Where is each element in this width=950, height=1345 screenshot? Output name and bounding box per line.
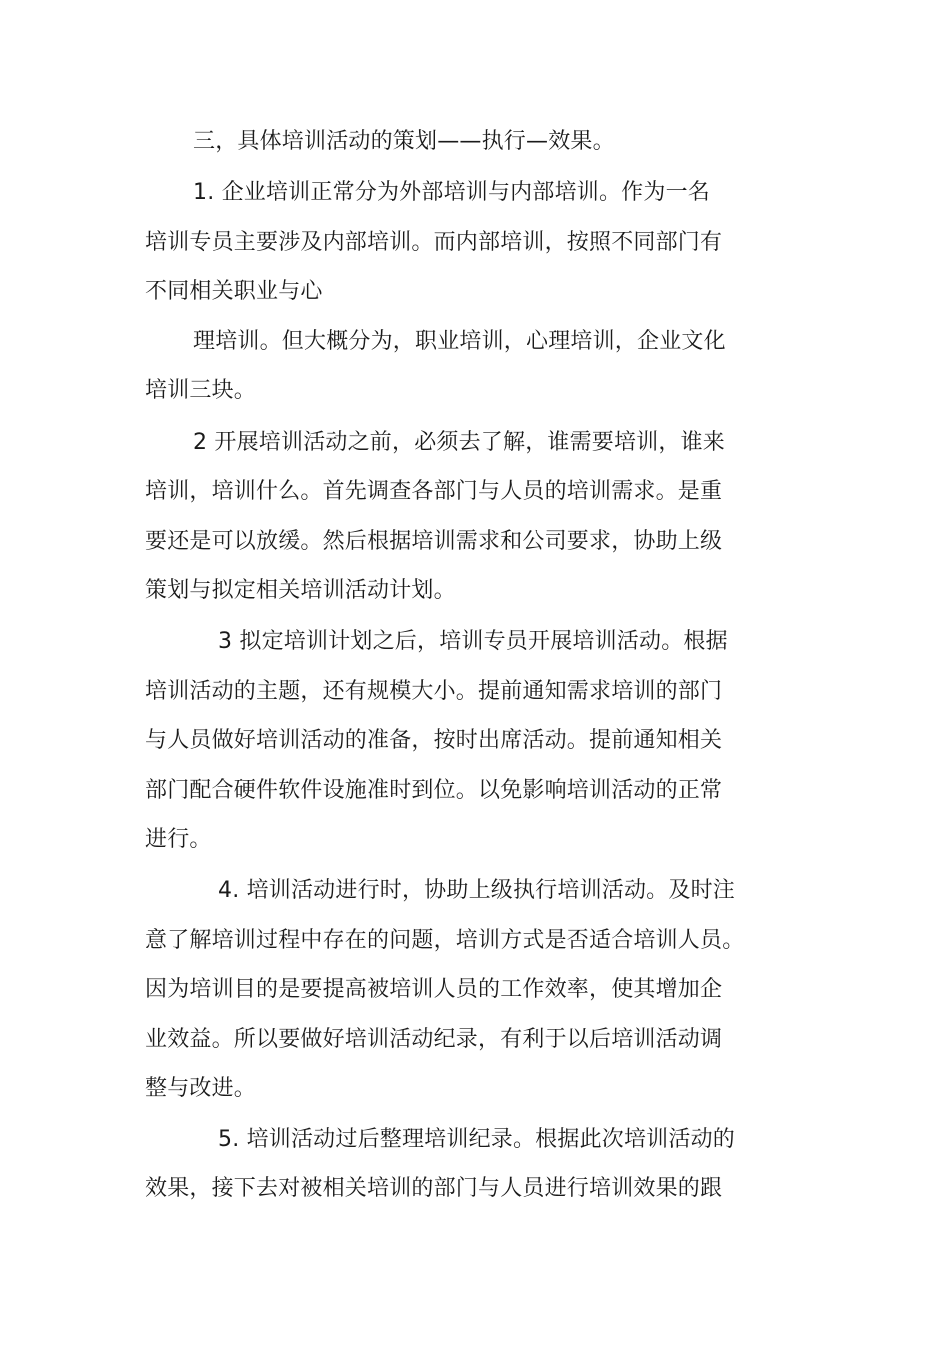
paragraph-line: 5. 培训活动过后整理培训纪录。根据此次培训活动的 [218, 1127, 735, 1152]
paragraph-line: 不同相关职业与心 [145, 279, 323, 304]
paragraph-line: 理培训。但大概分为，职业培训，心理培训，企业文化 [193, 329, 726, 354]
paragraph-line: 3 拟定培训计划之后，培训专员开展培训活动。根据 [218, 629, 728, 654]
paragraph-line: 培训，培训什么。首先调查各部门与人员的培训需求。是重 [145, 479, 723, 504]
paragraph-line: 4. 培训活动进行时，协助上级执行培训活动。及时注 [218, 878, 735, 903]
paragraph-line: 培训活动的主题，还有规模大小。提前通知需求培训的部门 [145, 679, 723, 704]
section-heading: 三，具体培训活动的策划——执行—效果。 [193, 129, 615, 154]
paragraph-line: 效果，接下去对被相关培训的部门与人员进行培训效果的跟 [145, 1176, 723, 1201]
paragraph-line: 与人员做好培训活动的准备，按时出席活动。提前通知相关 [145, 728, 723, 753]
paragraph-line: 业效益。所以要做好培训活动纪录，有利于以后培训活动调 [145, 1027, 723, 1052]
paragraph-line: 要还是可以放缓。然后根据培训需求和公司要求，协助上级 [145, 529, 723, 554]
paragraph-line: 培训专员主要涉及内部培训。而内部培训，按照不同部门有 [145, 230, 723, 255]
paragraph-line: 策划与拟定相关培训活动计划。 [145, 578, 456, 603]
paragraph-line: 整与改进。 [145, 1076, 257, 1101]
paragraph-line: 1. 企业培训正常分为外部培训与内部培训。作为一名 [193, 180, 710, 205]
paragraph-line: 因为培训目的是要提高被培训人员的工作效率，使其增加企 [145, 977, 723, 1002]
paragraph-line: 意了解培训过程中存在的问题，培训方式是否适合培训人员。 [145, 928, 745, 953]
paragraph-line: 培训三块。 [145, 378, 257, 403]
paragraph-line: 进行。 [145, 827, 212, 852]
paragraph-line: 部门配合硬件软件设施准时到位。以免影响培训活动的正常 [145, 778, 723, 803]
paragraph-line: 2 开展培训活动之前，必须去了解，谁需要培训，谁来 [193, 430, 725, 455]
